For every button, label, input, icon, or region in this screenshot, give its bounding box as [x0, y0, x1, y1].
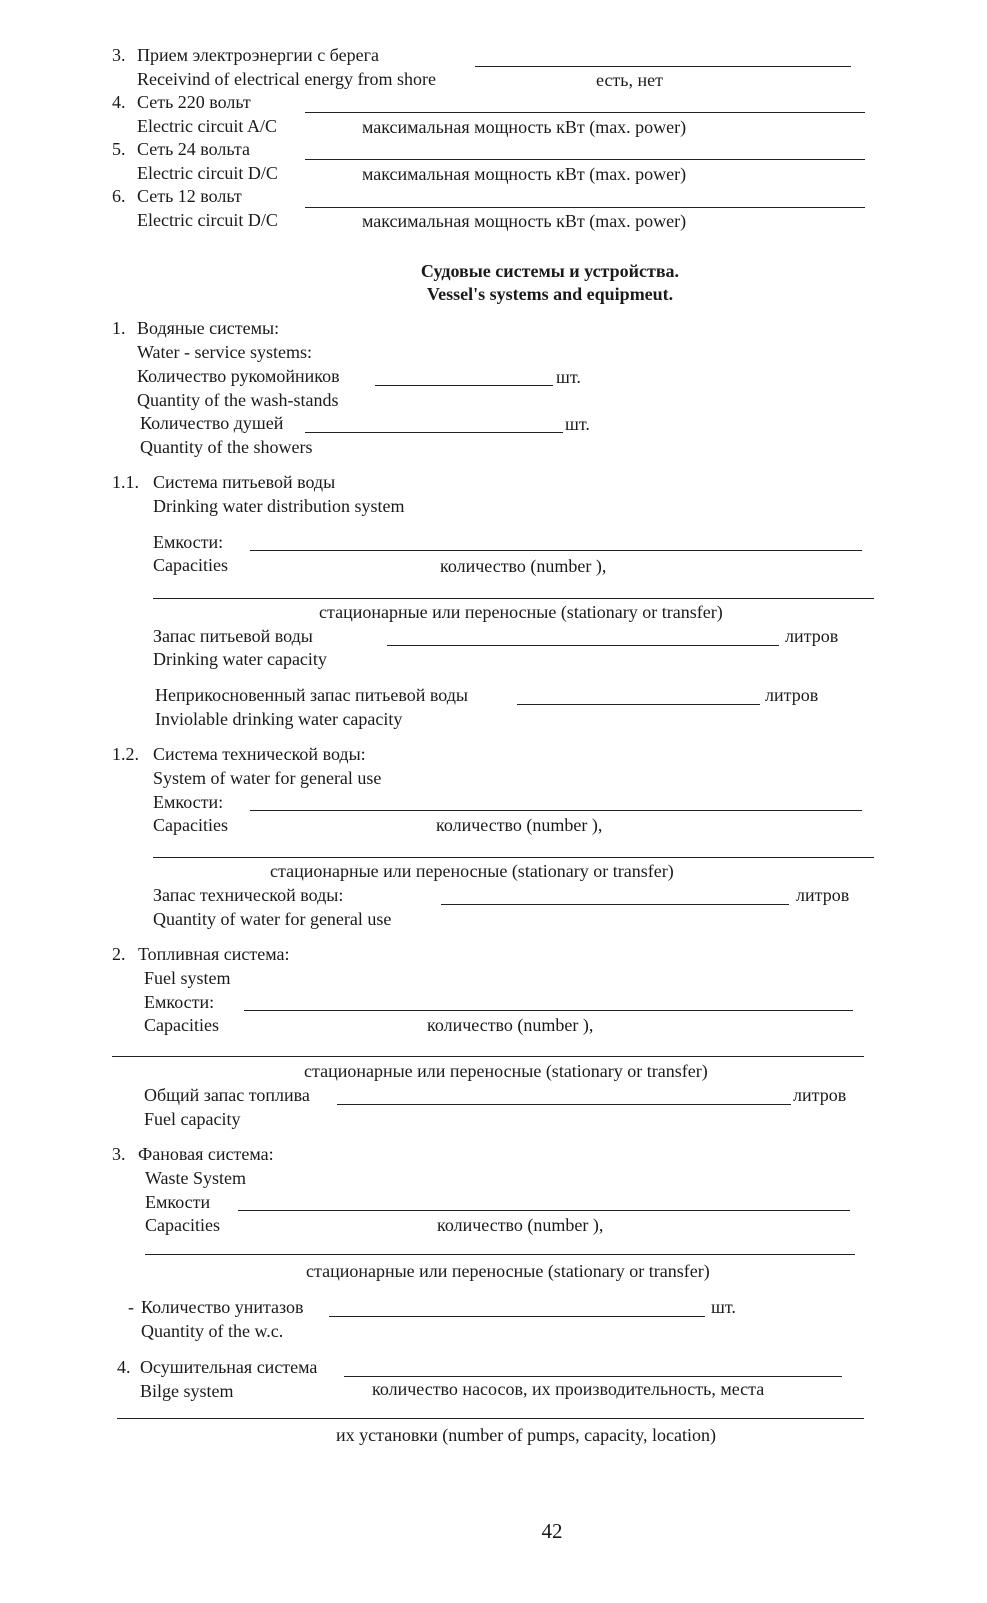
drinking-reserve-field[interactable] [517, 704, 760, 705]
drinking-stock-label-ru: Запас питьевой воды [153, 626, 313, 646]
drinking-stock-field[interactable] [387, 645, 779, 646]
technical-capacities-en: Capacities [153, 815, 228, 835]
fuel-label-ru: Топливная система: [138, 944, 290, 964]
item-number: 3. [112, 45, 126, 65]
bilge-hint: количество насосов, их производительность, места [372, 1379, 765, 1399]
fuel-capacities-en: Capacities [144, 1015, 219, 1035]
fuel-capacities-ru: Емкости: [144, 992, 215, 1012]
drinking-label-ru: Система питьевой воды [153, 472, 336, 492]
showers-field[interactable] [305, 432, 563, 433]
bilge-field-2[interactable] [117, 1418, 864, 1419]
technical-capacities-hint-2: стационарные или переносные (stationary or transfer) [270, 861, 674, 881]
fuel-label-en: Fuel system [144, 968, 231, 988]
washstands-label-ru: Количество рукомойников [137, 366, 340, 386]
shore-power-label-ru: Прием электроэнергии с берега [137, 45, 379, 65]
technical-stock-unit: литров [796, 885, 850, 905]
bilge-field[interactable] [344, 1376, 842, 1377]
page-number: 42 [541, 1519, 563, 1543]
item-number: 1.2. [112, 744, 139, 764]
fuel-stock-label-ru: Общий запас топлива [144, 1085, 310, 1105]
drinking-capacities-field[interactable] [250, 550, 862, 551]
fuel-stock-field[interactable] [337, 1104, 791, 1105]
technical-stock-label-en: Quantity of water for general use [153, 909, 392, 929]
wc-label-ru: Количество унитазов [141, 1297, 304, 1317]
ac220-field[interactable] [305, 112, 865, 113]
bilge-hint-2: их установки (number of pumps, capacity, location) [336, 1425, 716, 1445]
technical-label-en: System of water for general use [153, 768, 382, 788]
item-number: 2. [112, 944, 126, 964]
drinking-capacities-en: Capacities [153, 555, 228, 575]
washstands-field[interactable] [375, 385, 553, 386]
item-number: 6. [112, 186, 126, 206]
wc-label-en: Quantity of the w.c. [141, 1321, 284, 1341]
wc-bullet: - [128, 1297, 134, 1317]
water-label-en: Water - service systems: [137, 342, 312, 362]
dc12-label-en: Electric circuit D/C [137, 210, 278, 230]
drinking-stock-label-en: Drinking water capacity [153, 649, 327, 669]
technical-stock-field[interactable] [441, 904, 789, 905]
shore-power-field[interactable] [475, 66, 851, 67]
section-title-ru: Судовые системы и устройства. [420, 261, 680, 281]
washstands-label-en: Quantity of the wash-stands [137, 390, 339, 410]
showers-label-ru: Количество душей [140, 413, 284, 433]
shore-power-label-en: Receivind of electrical energy from shore [137, 69, 437, 89]
drinking-reserve-label-en: Inviolable drinking water capacity [155, 709, 403, 729]
ac220-label-ru: Сеть 220 вольт [137, 92, 251, 112]
item-number: 1.1. [112, 472, 139, 492]
drinking-label-en: Drinking water distribution system [153, 496, 405, 516]
showers-label-en: Quantity of the showers [140, 437, 313, 457]
dc24-field[interactable] [305, 159, 865, 160]
drinking-stock-unit: литров [785, 626, 839, 646]
waste-label-ru: Фановая система: [138, 1144, 274, 1164]
technical-capacities-ru: Емкости: [153, 792, 224, 812]
fuel-capacities-field[interactable] [244, 1010, 853, 1011]
fuel-stock-label-en: Fuel capacity [144, 1109, 241, 1129]
dc12-field[interactable] [305, 207, 865, 208]
wc-unit: шт. [711, 1297, 736, 1317]
ac220-label-en: Electric circuit A/C [137, 116, 277, 136]
drinking-reserve-label-ru: Неприкосновенный запас питьевой воды [155, 685, 468, 705]
dc12-hint: максимальная мощность кВт (max. power) [362, 211, 687, 231]
drinking-capacities-field-2[interactable] [153, 598, 874, 599]
drinking-capacities-hint-2: стационарные или переносные (stationary or transfer) [319, 602, 723, 622]
waste-capacities-hint: количество (number ), [437, 1215, 604, 1235]
dc24-label-en: Electric circuit D/C [137, 163, 278, 183]
dc24-hint: максимальная мощность кВт (max. power) [362, 164, 687, 184]
showers-unit: шт. [565, 414, 590, 434]
drinking-capacities-hint: количество (number ), [440, 556, 607, 576]
item-number: 3. [112, 1144, 126, 1164]
item-number: 1. [112, 318, 126, 338]
item-number: 4. [117, 1357, 131, 1377]
fuel-capacities-hint: количество (number ), [427, 1015, 594, 1035]
dc12-label-ru: Сеть 12 вольт [137, 186, 242, 206]
washstands-unit: шт. [556, 367, 581, 387]
shore-power-hint: есть, нет [596, 70, 663, 90]
waste-capacities-en: Capacities [145, 1215, 220, 1235]
technical-label-ru: Система технической воды: [153, 744, 366, 764]
item-number: 5. [112, 139, 126, 159]
fuel-capacities-field-2[interactable] [112, 1056, 864, 1057]
waste-label-en: Waste System [145, 1168, 247, 1188]
technical-capacities-field-2[interactable] [153, 857, 874, 858]
technical-capacities-hint: количество (number ), [436, 815, 603, 835]
ac220-hint: максимальная мощность кВт (max. power) [362, 117, 687, 137]
fuel-stock-unit: литров [793, 1085, 847, 1105]
bilge-label-ru: Осушительная система [140, 1357, 318, 1377]
wc-field[interactable] [329, 1316, 705, 1317]
waste-capacities-field-2[interactable] [145, 1254, 855, 1255]
item-number: 4. [112, 92, 126, 112]
fuel-capacities-hint-2: стационарные или переносные (stationary or transfer) [304, 1061, 708, 1081]
drinking-reserve-unit: литров [765, 685, 819, 705]
bilge-label-en: Bilge system [140, 1381, 234, 1401]
technical-capacities-field[interactable] [250, 810, 862, 811]
waste-capacities-field[interactable] [238, 1210, 850, 1211]
technical-stock-label-ru: Запас технической воды: [153, 885, 344, 905]
waste-capacities-ru: Емкости [145, 1192, 211, 1212]
section-title-en: Vessel's systems and equipmeut. [426, 284, 674, 304]
waste-capacities-hint-2: стационарные или переносные (stationary or transfer) [306, 1261, 710, 1281]
water-label-ru: Водяные системы: [137, 318, 280, 338]
drinking-capacities-ru: Емкости: [153, 532, 224, 552]
dc24-label-ru: Сеть 24 вольта [137, 139, 251, 159]
